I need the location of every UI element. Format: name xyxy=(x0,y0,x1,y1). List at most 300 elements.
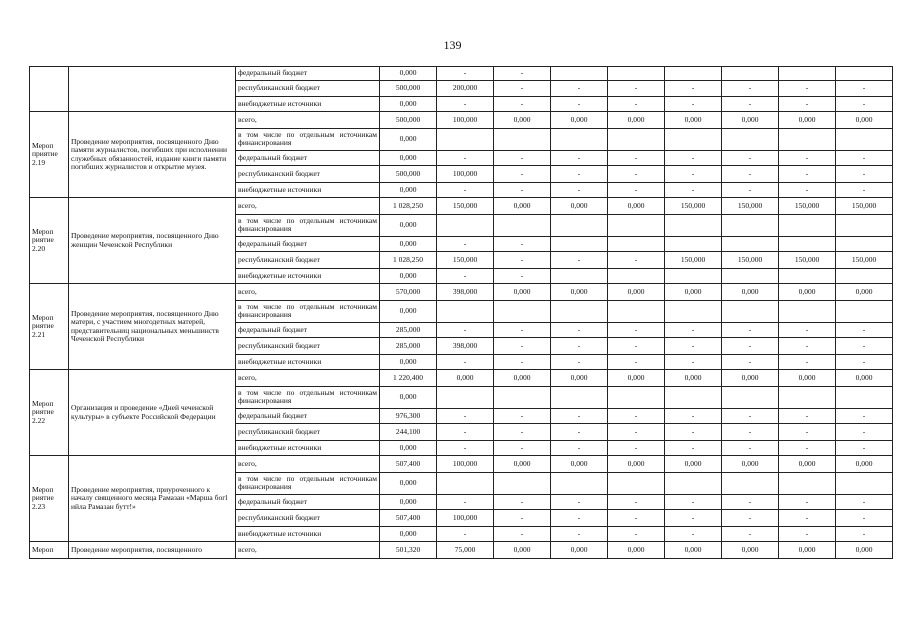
amount-cell: - xyxy=(494,81,551,97)
amount-cell xyxy=(608,472,665,494)
amount-cell: 0,000 xyxy=(494,370,551,387)
amount-cell: 0,000 xyxy=(608,198,665,215)
amount-cell: - xyxy=(551,526,608,542)
amount-cell: 0,000 xyxy=(722,284,779,301)
amount-cell xyxy=(665,300,722,322)
amount-cell: 0,000 xyxy=(722,542,779,559)
amount-cell: 500,000 xyxy=(380,166,437,183)
amount-cell: - xyxy=(665,97,722,112)
amount-cell: - xyxy=(437,408,494,424)
amount-cell: 507,400 xyxy=(380,456,437,473)
amount-cell: 0,000 xyxy=(551,284,608,301)
amount-cell: - xyxy=(551,440,608,456)
amount-cell: 0,000 xyxy=(779,112,836,129)
amount-cell: 244,100 xyxy=(380,424,437,441)
amount-cell xyxy=(722,214,779,236)
amount-cell: - xyxy=(665,81,722,97)
amount-cell: - xyxy=(608,97,665,112)
funding-source-label: внебюджетные источники xyxy=(236,97,380,112)
amount-cell xyxy=(437,214,494,236)
amount-cell: - xyxy=(551,408,608,424)
amount-cell: - xyxy=(779,494,836,510)
table-row xyxy=(30,542,893,559)
activity-code: Мероп xyxy=(30,542,69,559)
amount-cell: - xyxy=(608,440,665,456)
amount-cell xyxy=(779,236,836,252)
amount-cell: - xyxy=(551,494,608,510)
amount-cell: - xyxy=(494,424,551,441)
amount-cell: 150,000 xyxy=(836,198,893,215)
activity-name xyxy=(69,67,236,112)
amount-cell: - xyxy=(494,526,551,542)
amount-cell xyxy=(722,386,779,408)
funding-source-label: всего, xyxy=(236,284,380,301)
table-row xyxy=(30,370,893,387)
amount-cell: 0,000 xyxy=(836,542,893,559)
amount-cell xyxy=(665,472,722,494)
amount-cell: 398,000 xyxy=(437,338,494,355)
amount-cell: - xyxy=(494,67,551,81)
amount-cell: - xyxy=(722,354,779,370)
table-row xyxy=(30,284,893,301)
amount-cell: 0,000 xyxy=(380,494,437,510)
amount-cell xyxy=(551,268,608,284)
amount-cell: - xyxy=(722,97,779,112)
amount-cell: 150,000 xyxy=(665,252,722,269)
amount-cell: - xyxy=(494,338,551,355)
amount-cell: - xyxy=(779,408,836,424)
amount-cell: - xyxy=(665,440,722,456)
amount-cell xyxy=(665,67,722,81)
amount-cell: - xyxy=(722,322,779,338)
amount-cell: - xyxy=(551,252,608,269)
amount-cell: 150,000 xyxy=(722,198,779,215)
amount-cell: 0,000 xyxy=(380,150,437,166)
amount-cell: 100,000 xyxy=(437,112,494,129)
amount-cell: - xyxy=(494,440,551,456)
amount-cell: 150,000 xyxy=(722,252,779,269)
amount-cell: 0,000 xyxy=(380,300,437,322)
activity-name: Проведение мероприятия, приуроченного к началу священного месяца Рамазан «Марша богl ийла Рамазан бутт!» xyxy=(69,456,236,542)
amount-cell xyxy=(551,214,608,236)
amount-cell: 0,000 xyxy=(665,456,722,473)
amount-cell: - xyxy=(722,166,779,183)
activity-code: Мероп риятие 2.22 xyxy=(30,370,69,456)
amount-cell: 150,000 xyxy=(437,198,494,215)
amount-cell: - xyxy=(608,354,665,370)
table-row xyxy=(30,112,893,129)
activity-code: Мероп риятие 2.21 xyxy=(30,284,69,370)
amount-cell xyxy=(608,236,665,252)
amount-cell xyxy=(722,300,779,322)
amount-cell: 150,000 xyxy=(779,252,836,269)
amount-cell: - xyxy=(722,510,779,527)
activity-name: Проведение мероприятия, посвященного Дню матери, с участием многодетных матерей, представительниц национальных меньшинств Чеченской Республики xyxy=(69,284,236,370)
amount-cell xyxy=(551,386,608,408)
amount-cell xyxy=(551,300,608,322)
amount-cell: 0,000 xyxy=(494,542,551,559)
amount-cell xyxy=(608,214,665,236)
funding-source-label: всего, xyxy=(236,198,380,215)
amount-cell: - xyxy=(665,182,722,198)
amount-cell: - xyxy=(494,408,551,424)
amount-cell xyxy=(551,472,608,494)
amount-cell: 0,000 xyxy=(380,268,437,284)
amount-cell: 0,000 xyxy=(380,67,437,81)
amount-cell: - xyxy=(551,338,608,355)
amount-cell: 0,000 xyxy=(779,370,836,387)
amount-cell: 0,000 xyxy=(608,112,665,129)
amount-cell: 0,000 xyxy=(608,284,665,301)
amount-cell xyxy=(437,386,494,408)
amount-cell xyxy=(779,214,836,236)
amount-cell: 0,000 xyxy=(494,456,551,473)
amount-cell: 976,300 xyxy=(380,408,437,424)
amount-cell: - xyxy=(551,510,608,527)
amount-cell: - xyxy=(608,526,665,542)
amount-cell: - xyxy=(437,424,494,441)
amount-cell xyxy=(608,128,665,150)
amount-cell xyxy=(608,386,665,408)
amount-cell: - xyxy=(494,166,551,183)
amount-cell: 0,000 xyxy=(722,112,779,129)
amount-cell: - xyxy=(836,494,893,510)
amount-cell: - xyxy=(722,408,779,424)
funding-source-label: республиканский бюджет xyxy=(236,166,380,183)
amount-cell: - xyxy=(494,268,551,284)
amount-cell: 500,000 xyxy=(380,112,437,129)
amount-cell: - xyxy=(437,494,494,510)
activity-name: Проведение мероприятия, посвященного Дню памяти журналистов, погибших при исполнении служебных обязанностей, издание книги памяти погибших журналистов и открытие музея. xyxy=(69,112,236,198)
amount-cell: - xyxy=(779,440,836,456)
amount-cell: - xyxy=(437,67,494,81)
amount-cell: 0,000 xyxy=(608,456,665,473)
amount-cell: 0,000 xyxy=(779,456,836,473)
amount-cell: - xyxy=(836,150,893,166)
amount-cell: - xyxy=(779,150,836,166)
amount-cell: - xyxy=(779,322,836,338)
amount-cell xyxy=(779,300,836,322)
amount-cell: - xyxy=(437,354,494,370)
amount-cell: 0,000 xyxy=(380,354,437,370)
funding-source-label: всего, xyxy=(236,456,380,473)
amount-cell: 150,000 xyxy=(437,252,494,269)
amount-cell: 0,000 xyxy=(779,542,836,559)
amount-cell xyxy=(494,214,551,236)
amount-cell: - xyxy=(551,166,608,183)
amount-cell xyxy=(722,128,779,150)
amount-cell: 0,000 xyxy=(380,97,437,112)
amount-cell: 0,000 xyxy=(380,440,437,456)
amount-cell xyxy=(836,214,893,236)
amount-cell: 75,000 xyxy=(437,542,494,559)
funding-source-label: всего, xyxy=(236,112,380,129)
amount-cell xyxy=(779,386,836,408)
amount-cell xyxy=(779,268,836,284)
funding-source-label: федеральный бюджет xyxy=(236,408,380,424)
amount-cell: 0,000 xyxy=(380,386,437,408)
amount-cell: - xyxy=(722,424,779,441)
amount-cell xyxy=(779,128,836,150)
activity-name: Организация и проведение «Дней чеченской культуры» в субъекте Российской Федерации xyxy=(69,370,236,456)
amount-cell: - xyxy=(779,354,836,370)
amount-cell xyxy=(722,236,779,252)
amount-cell: - xyxy=(836,510,893,527)
funding-source-label: федеральный бюджет xyxy=(236,67,380,81)
amount-cell: 0,000 xyxy=(551,198,608,215)
amount-cell: - xyxy=(551,97,608,112)
funding-source-label: федеральный бюджет xyxy=(236,494,380,510)
amount-cell: - xyxy=(779,510,836,527)
amount-cell: - xyxy=(608,338,665,355)
funding-source-label: федеральный бюджет xyxy=(236,150,380,166)
amount-cell: - xyxy=(437,236,494,252)
activity-name: Проведение мероприятия, посвященного Дню женщин Чеченской Республики xyxy=(69,198,236,284)
amount-cell: 501,320 xyxy=(380,542,437,559)
amount-cell: - xyxy=(836,182,893,198)
amount-cell: - xyxy=(779,97,836,112)
amount-cell: - xyxy=(836,166,893,183)
amount-cell: 100,000 xyxy=(437,166,494,183)
amount-cell: - xyxy=(836,424,893,441)
amount-cell: - xyxy=(665,526,722,542)
amount-cell xyxy=(665,386,722,408)
amount-cell: - xyxy=(608,182,665,198)
amount-cell: 150,000 xyxy=(836,252,893,269)
amount-cell: - xyxy=(551,322,608,338)
amount-cell: - xyxy=(665,494,722,510)
amount-cell xyxy=(665,268,722,284)
amount-cell xyxy=(836,386,893,408)
amount-cell: 1 028,250 xyxy=(380,198,437,215)
amount-cell: - xyxy=(608,494,665,510)
amount-cell: 0,000 xyxy=(437,370,494,387)
amount-cell: - xyxy=(665,322,722,338)
funding-source-label: федеральный бюджет xyxy=(236,322,380,338)
amount-cell xyxy=(551,236,608,252)
amount-cell: 285,000 xyxy=(380,338,437,355)
amount-cell xyxy=(722,67,779,81)
amount-cell xyxy=(608,268,665,284)
table-row xyxy=(30,198,893,215)
amount-cell xyxy=(665,236,722,252)
activity-code: Мероп риятие 2.23 xyxy=(30,456,69,542)
amount-cell: 0,000 xyxy=(722,456,779,473)
amount-cell xyxy=(608,300,665,322)
funding-table-body xyxy=(30,67,893,559)
activity-code: Мероп риятие 2.20 xyxy=(30,198,69,284)
amount-cell xyxy=(494,300,551,322)
funding-source-label: федеральный бюджет xyxy=(236,236,380,252)
amount-cell: - xyxy=(608,150,665,166)
amount-cell xyxy=(494,472,551,494)
amount-cell: - xyxy=(722,182,779,198)
amount-cell xyxy=(494,386,551,408)
amount-cell: - xyxy=(722,494,779,510)
page-number: 139 xyxy=(443,38,462,52)
amount-cell: - xyxy=(437,526,494,542)
amount-cell: - xyxy=(722,338,779,355)
amount-cell xyxy=(608,67,665,81)
amount-cell: - xyxy=(722,526,779,542)
amount-cell xyxy=(437,472,494,494)
amount-cell: - xyxy=(494,494,551,510)
amount-cell: 0,000 xyxy=(380,526,437,542)
amount-cell: 0,000 xyxy=(722,370,779,387)
activity-code xyxy=(30,67,69,112)
table-row xyxy=(30,67,893,81)
funding-source-label: в том числе по отдельным источникам финансирования xyxy=(236,128,380,150)
amount-cell: 0,000 xyxy=(836,456,893,473)
amount-cell: 0,000 xyxy=(665,370,722,387)
amount-cell: - xyxy=(722,150,779,166)
amount-cell: - xyxy=(608,510,665,527)
activity-name: Проведение мероприятия, посвященного xyxy=(69,542,236,559)
amount-cell: - xyxy=(494,182,551,198)
amount-cell: - xyxy=(494,354,551,370)
amount-cell: - xyxy=(836,408,893,424)
amount-cell: - xyxy=(665,510,722,527)
amount-cell: - xyxy=(836,97,893,112)
amount-cell: - xyxy=(779,182,836,198)
amount-cell xyxy=(551,128,608,150)
amount-cell: - xyxy=(836,81,893,97)
amount-cell: - xyxy=(437,440,494,456)
amount-cell: - xyxy=(779,526,836,542)
amount-cell: - xyxy=(779,166,836,183)
amount-cell: 0,000 xyxy=(380,236,437,252)
amount-cell: - xyxy=(494,322,551,338)
amount-cell: - xyxy=(836,526,893,542)
amount-cell: - xyxy=(722,81,779,97)
amount-cell: 0,000 xyxy=(380,214,437,236)
amount-cell xyxy=(779,472,836,494)
amount-cell: 0,000 xyxy=(836,284,893,301)
amount-cell: - xyxy=(722,440,779,456)
funding-source-label: внебюджетные источники xyxy=(236,440,380,456)
amount-cell: 0,000 xyxy=(551,370,608,387)
amount-cell: - xyxy=(437,268,494,284)
amount-cell: 0,000 xyxy=(665,112,722,129)
amount-cell: - xyxy=(836,354,893,370)
amount-cell: 0,000 xyxy=(494,112,551,129)
amount-cell: - xyxy=(665,354,722,370)
amount-cell: - xyxy=(437,322,494,338)
amount-cell xyxy=(722,268,779,284)
funding-source-label: в том числе по отдельным источникам финансирования xyxy=(236,214,380,236)
amount-cell: 0,000 xyxy=(380,128,437,150)
amount-cell: - xyxy=(665,408,722,424)
amount-cell xyxy=(779,67,836,81)
amount-cell: 500,000 xyxy=(380,81,437,97)
table-row xyxy=(30,456,893,473)
amount-cell xyxy=(437,128,494,150)
amount-cell: 0,000 xyxy=(380,182,437,198)
funding-source-label: внебюджетные источники xyxy=(236,182,380,198)
funding-table xyxy=(29,66,893,559)
amount-cell xyxy=(494,128,551,150)
amount-cell xyxy=(437,300,494,322)
amount-cell: - xyxy=(494,150,551,166)
amount-cell: 0,000 xyxy=(836,112,893,129)
amount-cell xyxy=(836,268,893,284)
amount-cell: 285,000 xyxy=(380,322,437,338)
amount-cell: 1 028,250 xyxy=(380,252,437,269)
amount-cell: - xyxy=(551,182,608,198)
funding-source-label: республиканский бюджет xyxy=(236,338,380,355)
amount-cell xyxy=(665,128,722,150)
amount-cell: - xyxy=(551,81,608,97)
amount-cell: - xyxy=(836,338,893,355)
activity-code: Мероп приятие 2.19 xyxy=(30,112,69,198)
amount-cell: 100,000 xyxy=(437,456,494,473)
amount-cell: - xyxy=(836,322,893,338)
amount-cell: 0,000 xyxy=(665,284,722,301)
amount-cell: 0,000 xyxy=(551,456,608,473)
amount-cell: - xyxy=(494,252,551,269)
amount-cell: - xyxy=(779,81,836,97)
amount-cell xyxy=(665,214,722,236)
amount-cell: 150,000 xyxy=(665,198,722,215)
amount-cell: - xyxy=(665,338,722,355)
amount-cell xyxy=(836,236,893,252)
amount-cell: 0,000 xyxy=(551,542,608,559)
amount-cell: - xyxy=(551,354,608,370)
amount-cell xyxy=(551,67,608,81)
amount-cell: - xyxy=(494,97,551,112)
funding-source-label: внебюджетные источники xyxy=(236,526,380,542)
amount-cell: 570,000 xyxy=(380,284,437,301)
amount-cell: 200,000 xyxy=(437,81,494,97)
amount-cell: 0,000 xyxy=(494,284,551,301)
funding-source-label: в том числе по отдельным источникам финансирования xyxy=(236,472,380,494)
amount-cell: 507,400 xyxy=(380,510,437,527)
amount-cell: 1 220,400 xyxy=(380,370,437,387)
amount-cell: - xyxy=(608,322,665,338)
amount-cell: - xyxy=(437,150,494,166)
amount-cell: - xyxy=(665,166,722,183)
amount-cell: - xyxy=(437,97,494,112)
amount-cell: 398,000 xyxy=(437,284,494,301)
amount-cell: - xyxy=(551,424,608,441)
amount-cell: 0,000 xyxy=(779,284,836,301)
amount-cell: 0,000 xyxy=(836,370,893,387)
amount-cell: - xyxy=(437,182,494,198)
amount-cell: 0,000 xyxy=(380,472,437,494)
amount-cell: 0,000 xyxy=(551,112,608,129)
amount-cell: 150,000 xyxy=(779,198,836,215)
amount-cell: - xyxy=(608,408,665,424)
amount-cell xyxy=(836,300,893,322)
amount-cell: - xyxy=(608,166,665,183)
funding-source-label: внебюджетные источники xyxy=(236,268,380,284)
funding-source-label: республиканский бюджет xyxy=(236,424,380,441)
funding-source-label: всего, xyxy=(236,542,380,559)
funding-source-label: в том числе по отдельным источникам финансирования xyxy=(236,300,380,322)
amount-cell: - xyxy=(608,81,665,97)
funding-source-label: республиканский бюджет xyxy=(236,252,380,269)
amount-cell xyxy=(836,128,893,150)
funding-source-label: всего, xyxy=(236,370,380,387)
amount-cell: 100,000 xyxy=(437,510,494,527)
amount-cell: - xyxy=(494,236,551,252)
amount-cell: - xyxy=(665,424,722,441)
amount-cell: 0,000 xyxy=(665,542,722,559)
amount-cell: 0,000 xyxy=(608,542,665,559)
funding-source-label: в том числе по отдельным источникам финансирования xyxy=(236,386,380,408)
funding-source-label: республиканский бюджет xyxy=(236,81,380,97)
amount-cell xyxy=(836,472,893,494)
